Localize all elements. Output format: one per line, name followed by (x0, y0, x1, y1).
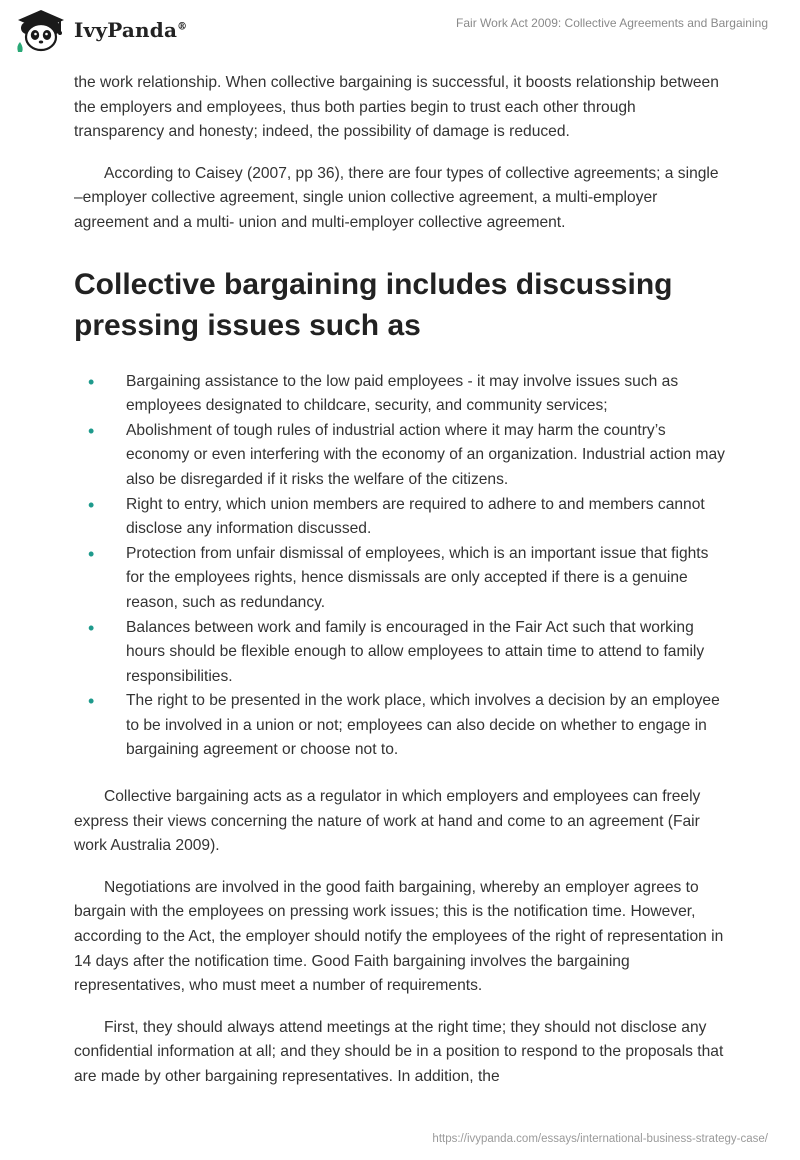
paragraph-2: According to Caisey (2007, pp 36), there are four types of collective agreements; a single –employer collective agreement, single union collective agreement, a multi-employer agreement and a multi- union and multi-employer collective agreement. (74, 164, 719, 231)
list-item: • Right to entry, which union members are required to adhere to and members cannot disclose any information discussed. (88, 494, 705, 538)
bullet-icon: • (88, 371, 95, 392)
list-item: • Balances between work and family is encouraged in the Fair Act such that working hours should be flexible enough to allow employees to attain time to attend to family responsibilities. (88, 617, 705, 685)
paragraph-4: Negotiations are involved in the good faith bargaining, whereby an employer agrees to bargain with the employees on pressing work issues; this is the notification time. However, according to the Act, the employer should notify the employees of the right of representation in 14 days after the notification time. Good Faith bargaining involves the bargaining representatives, who must meet a number of requirements. (74, 878, 724, 995)
bullet-icon: • (88, 617, 95, 638)
essay-content (74, 70, 730, 1090)
bullet-icon: • (88, 691, 95, 712)
paragraph-5: First, they should always attend meetings at the right time; they should not disclose any confidential information at all; and they should be in a position to respond to the proposals that are made by other bargaining representatives. In addition, the (74, 1018, 724, 1085)
logo-wordmark (74, 18, 187, 42)
bullet-icon: • (88, 494, 95, 515)
bullet-icon: • (88, 543, 95, 564)
registered-mark: ® (177, 21, 188, 33)
logo-name: IvyPanda (74, 18, 178, 42)
page-header (0, 0, 800, 70)
paragraph-1: the work relationship. When collective bargaining is successful, it boosts relationship between the employers and employees, thus both parties begin to trust each other through transparency and honesty; indeed, the possibility of damage is reduced. (74, 74, 719, 141)
source-url-link[interactable]: https://ivypanda.com/essays/international-business-strategy-case/ (432, 1133, 768, 1145)
document-title: Fair Work Act 2009: Collective Agreements and Bargaining (456, 16, 768, 30)
issues-list (74, 370, 730, 764)
list-item: • Protection from unfair dismissal of employees, which is an important issue that fights for the employees rights, hence dismissals are only accepted if there is a genuine reason, such as redundancy. (88, 543, 709, 611)
list-item: • Abolishment of tough rules of industrial action where it may harm the country’s economy or even interfering with the economy of an organization. Industrial action may also be disregarded if it risks the welfare of the citizens. (88, 420, 725, 488)
list-item: • The right to be presented in the work place, which involves a decision by an employee to be involved in a union or not; employees can also decide on whether to engage in bargaining agreement or choose not to. (88, 691, 720, 759)
section-heading: Collective bargaining includes discussing pressing issues such as (74, 267, 673, 342)
paragraph-3: Collective bargaining acts as a regulator in which employers and employees can freely express their views concerning the nature of work at hand and come to an agreement (Fair work Australia 2009). (74, 788, 701, 855)
ivypanda-logo[interactable] (14, 8, 187, 52)
panda-graduate-icon (14, 8, 68, 52)
list-item: • Bargaining assistance to the low paid employees - it may involve issues such as employees designated to childcare, security, and community services; (88, 371, 679, 415)
bullet-icon: • (88, 420, 95, 441)
